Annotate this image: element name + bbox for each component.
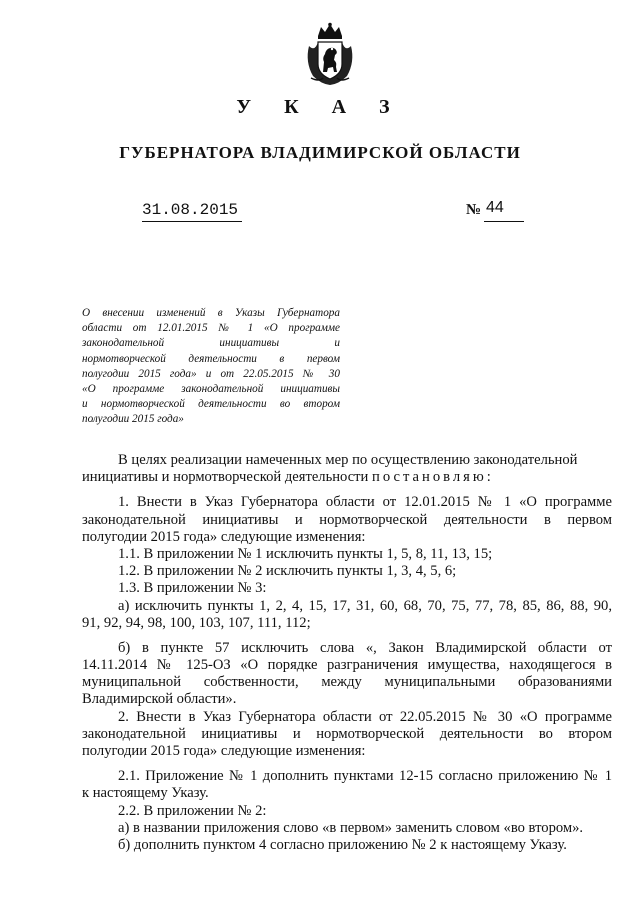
item-1-3-b-line-2: 14.11.2014 № 125-ОЗ «О порядке разграничения имущества, находящегося в	[82, 657, 612, 674]
decree-date: 31.08.2015	[142, 201, 239, 219]
item-1-2: 1.2. В приложении № 2 исключить пункты 1, 3, 4, 5, 6;	[118, 563, 457, 580]
item-1-line-3: полугодии 2015 года» следующие изменения:	[82, 528, 366, 545]
item-1-line-2: законодательной инициативы и нормотворческой деятельности в первом	[82, 511, 612, 528]
item-1-3-a-line-1: а) исключить пункты 1, 2, 4, 15, 17, 31, 60, 68, 70, 75, 77, 78, 85, 86, 88, 90,	[118, 597, 612, 614]
item-2-2-b: б) дополнить пунктом 4 согласно приложению № 2 к настоящему Указу.	[118, 836, 567, 853]
preamble-line: полугодии 2015 года» и от 22.05.2015 № 30	[82, 367, 340, 380]
preamble-heading	[82, 306, 340, 428]
decree-number: 44	[486, 199, 504, 216]
item-2-2: 2.2. В приложении № 2:	[118, 802, 267, 819]
document-subtitle: ГУБЕРНАТОРА ВЛАДИМИРСКОЙ ОБЛАСТИ	[119, 143, 521, 162]
preamble-line: нормотворческой деятельности в первом	[82, 352, 340, 365]
preamble-line: О внесении изменений в Указы Губернатора	[82, 307, 340, 319]
decree-body	[82, 452, 612, 854]
resolve-word: постановляю:	[372, 469, 494, 486]
item-2-2-a: а) в названии приложения слово «в первом» заменить словом «во втором».	[118, 819, 584, 836]
coat-of-arms-emblem	[301, 22, 359, 86]
item-2-line-1: 2. Внести в Указ Губернатора области от 22.05.2015 № 30 «О программе	[118, 708, 612, 725]
number-label: №	[466, 202, 482, 218]
item-1-3-a-line-2: 91, 92, 94, 98, 100, 103, 107, 111, 112;	[82, 614, 311, 631]
intro-line-2	[82, 469, 612, 486]
preamble-line: законодательной инициативы и	[82, 337, 340, 350]
item-1-3: 1.3. В приложении № 3:	[118, 580, 267, 597]
item-1-1: 1.1. В приложении № 1 исключить пункты 1, 5, 8, 11, 13, 15;	[118, 545, 493, 562]
preamble-line: полугодии 2015 года»	[82, 413, 184, 426]
preamble-line: области от 12.01.2015 № 1 «О программе	[82, 322, 340, 335]
item-2-1-line-1: 2.1. Приложение № 1 дополнить пунктами 12-15 согласно приложению № 1	[118, 768, 612, 785]
item-1-3-b-line-4: Владимирской области».	[82, 691, 237, 708]
item-1-line-1: 1. Внести в Указ Губернатора области от 12.01.2015 № 1 «О программе	[118, 494, 612, 511]
item-1-3-b-line-1: б) в пункте 57 исключить слова «, Закон Владимирской области от	[118, 639, 612, 656]
item-2-line-3: полугодии 2015 года» следующие изменения:	[82, 743, 366, 759]
item-1-3-b-line-3: муниципальной собственности, между муниципальными образованиями	[82, 674, 612, 691]
document-title: У К А З	[236, 96, 404, 118]
preamble-line: и нормотворческой деятельности во втором	[82, 398, 340, 411]
number-underline	[484, 221, 524, 222]
preamble-line: «О программе законодательной инициативы	[82, 383, 340, 396]
intro-text: инициативы и нормотворческой деятельности	[82, 469, 369, 486]
item-2-line-2: законодательной инициативы и нормотворческой деятельности во втором	[82, 725, 612, 742]
item-2-1-line-2: к настоящему Указу.	[82, 785, 209, 802]
intro-line-1: В целях реализации намеченных мер по осуществлению законодательной	[118, 452, 578, 468]
date-underline	[142, 221, 242, 222]
